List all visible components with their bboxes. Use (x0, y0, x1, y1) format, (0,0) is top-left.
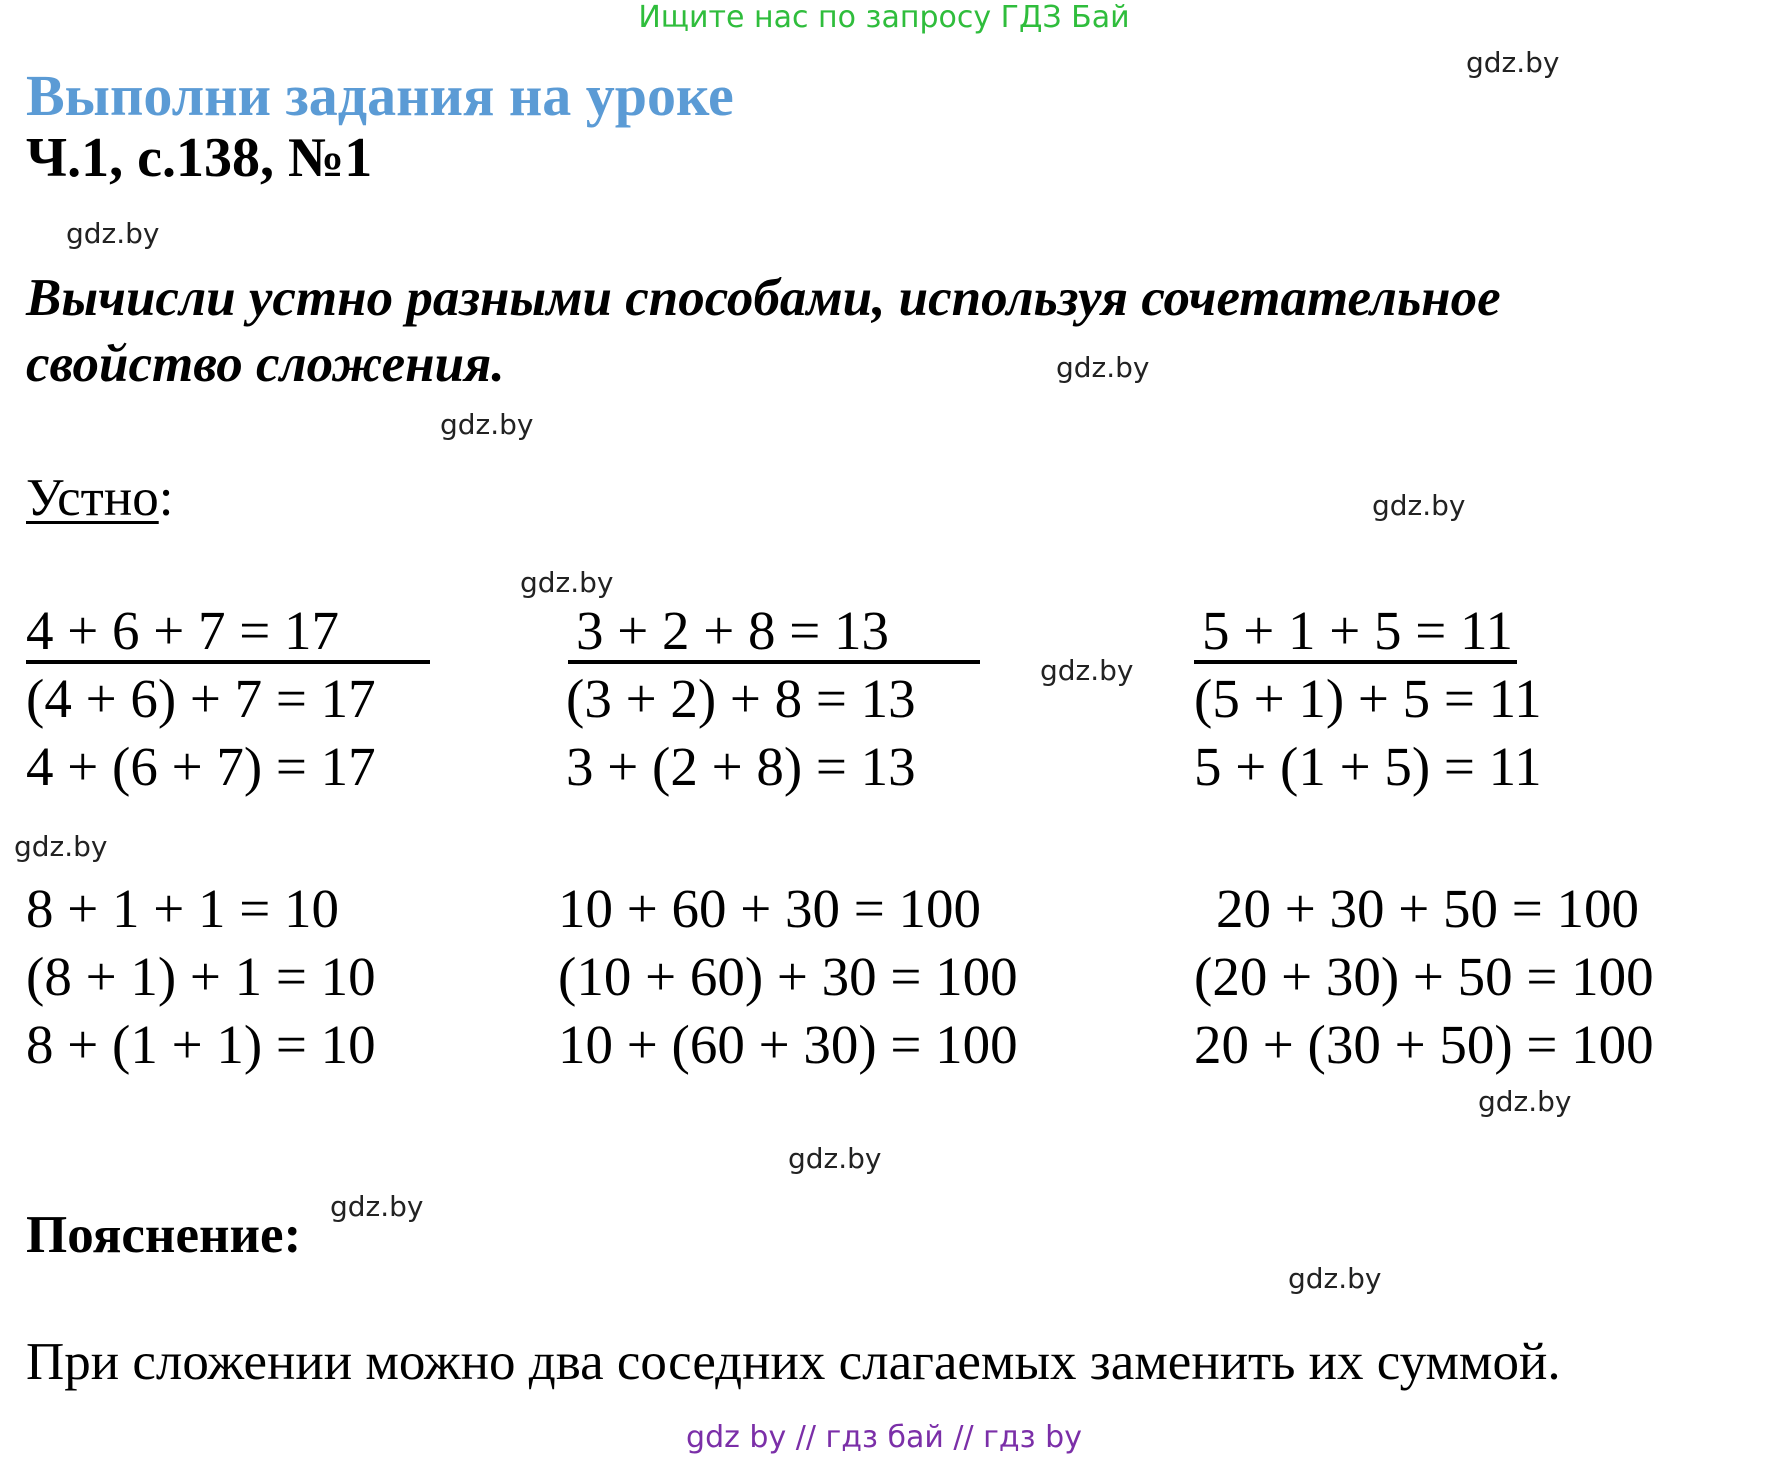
example-grouping-left: (3 + 2) + 8 = 13 (566, 668, 916, 729)
example-grouping-left: (20 + 30) + 50 = 100 (1194, 946, 1654, 1007)
example-equation: 10 + 60 + 30 = 100 (558, 878, 982, 939)
watermark: gdz.by (1288, 1262, 1382, 1295)
explanation-title: Пояснение: (26, 1206, 302, 1264)
top-banner: Ищите нас по запросу ГДЗ Бай (638, 0, 1130, 35)
example-group-3 (1194, 597, 1542, 801)
example-grouping-left: (8 + 1) + 1 = 10 (26, 946, 376, 1007)
example-equation: 4 + 6 + 7 = 17 (26, 602, 430, 664)
watermark: gdz.by (14, 830, 108, 863)
example-group-5 (558, 875, 1018, 1079)
watermark: gdz.by (330, 1190, 424, 1223)
watermark: gdz.by (788, 1142, 882, 1175)
example-equation: 20 + 30 + 50 = 100 (1216, 878, 1640, 939)
example-grouping-right: 4 + (6 + 7) = 17 (26, 736, 376, 797)
section-title: Выполни задания на уроке (26, 63, 734, 128)
example-equation: 3 + 2 + 8 = 13 (568, 602, 980, 664)
watermark: gdz.by (440, 408, 534, 441)
example-grouping-right: 3 + (2 + 8) = 13 (566, 736, 916, 797)
explanation-text: При сложении можно два соседних слагаемых заменить их суммой. (26, 1333, 1561, 1391)
task-reference: Ч.1, с.138, №1 (26, 127, 373, 189)
oral-label-colon: : (158, 469, 174, 527)
example-group-2 (566, 597, 980, 801)
example-grouping-left: (5 + 1) + 5 = 11 (1194, 668, 1542, 729)
footer-links: gdz by // гдз бай // гдз by (686, 1420, 1082, 1455)
example-equation: 5 + 1 + 5 = 11 (1194, 602, 1517, 664)
task-instruction-line-1: Вычисли устно разными способами, используя сочетательное (26, 269, 1501, 327)
example-grouping-left: (10 + 60) + 30 = 100 (558, 946, 1018, 1007)
watermark: gdz.by (1466, 46, 1560, 79)
example-group-1 (26, 597, 430, 801)
example-grouping-left: (4 + 6) + 7 = 17 (26, 668, 376, 729)
example-equation: 8 + 1 + 1 = 10 (26, 878, 340, 939)
example-grouping-right: 20 + (30 + 50) = 100 (1194, 1014, 1654, 1075)
watermark: gdz.by (1056, 351, 1150, 384)
watermark: gdz.by (1372, 489, 1466, 522)
oral-label (26, 468, 173, 528)
watermark: gdz.by (1040, 654, 1134, 687)
example-grouping-right: 5 + (1 + 5) = 11 (1194, 736, 1542, 797)
task-instruction-line-2: свойство сложения. (26, 335, 505, 393)
watermark: gdz.by (66, 217, 160, 250)
example-group-4 (26, 875, 376, 1079)
example-grouping-right: 8 + (1 + 1) = 10 (26, 1014, 376, 1075)
task-instruction (26, 265, 1501, 397)
oral-label-text: Устно (26, 469, 159, 527)
watermark: gdz.by (520, 566, 614, 599)
watermark: gdz.by (1478, 1085, 1572, 1118)
example-group-6 (1194, 875, 1654, 1079)
example-grouping-right: 10 + (60 + 30) = 100 (558, 1014, 1018, 1075)
